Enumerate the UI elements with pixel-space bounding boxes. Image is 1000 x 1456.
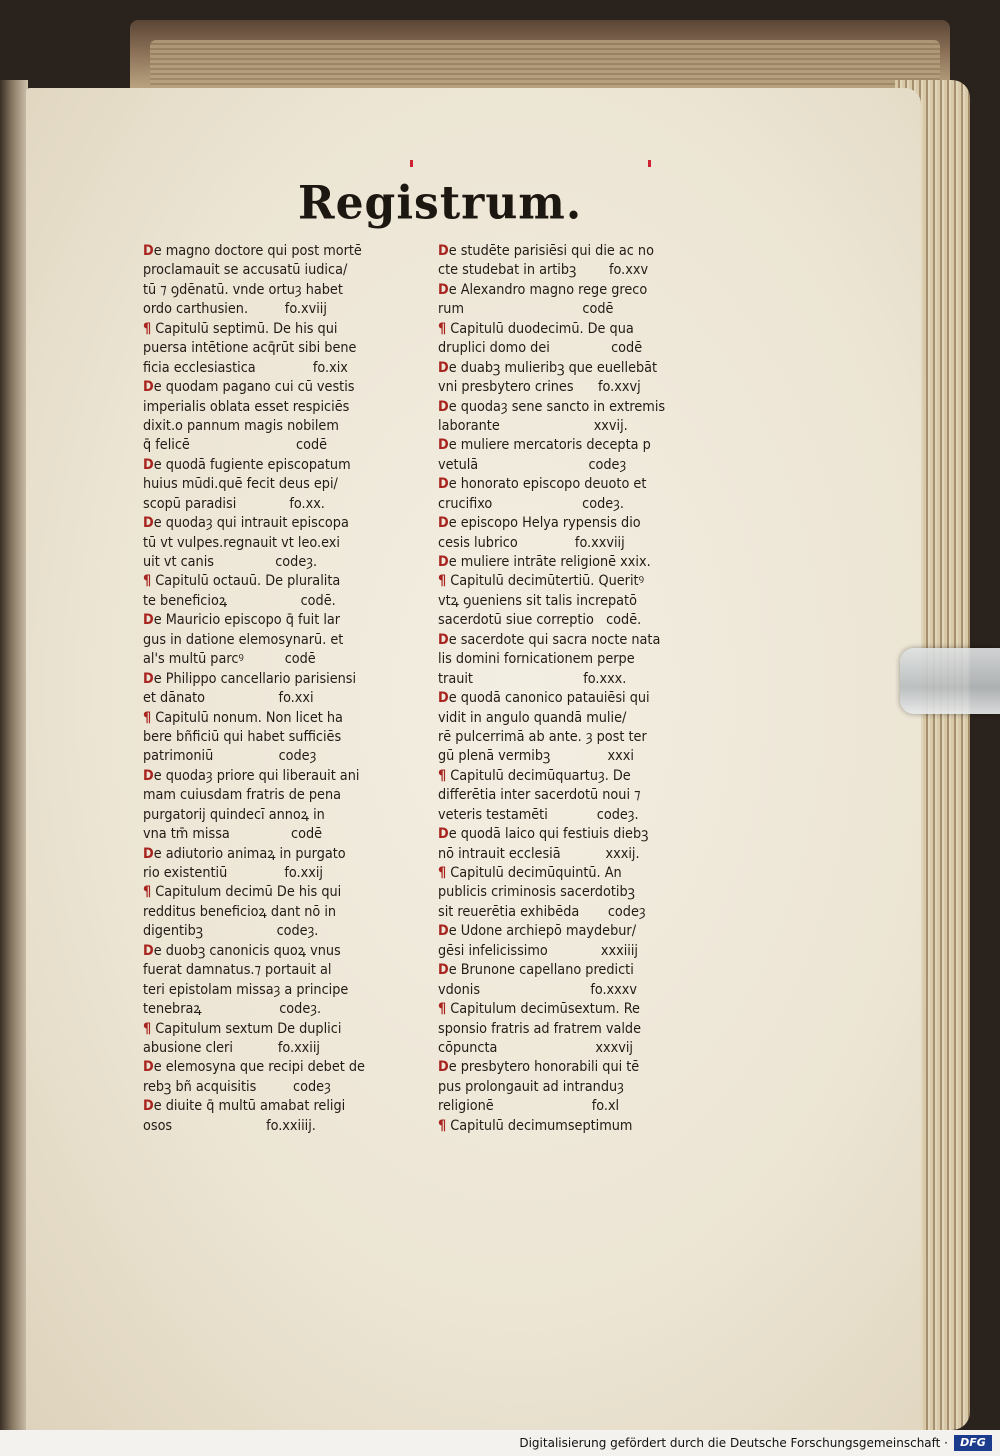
register-line: digentibꝫ codeȝ. <box>143 923 319 940</box>
register-line: et dānato fo.xxi <box>143 690 314 707</box>
register-line: De Udone archiepō maydebur/ <box>438 923 637 940</box>
register-line: De quodā laico qui festiuis diebꝫ <box>438 826 649 843</box>
register-line: sponsio fratris ad fratrem valde <box>438 1020 642 1037</box>
register-line: nō intrauit ecclesiā xxxij. <box>438 845 640 862</box>
register-line: De quodaȝ priore qui liberauit ani <box>143 767 360 784</box>
register-line: cōpuncta xxxvij <box>438 1039 634 1056</box>
register-line: ficia ecclesiastica fo.xix <box>143 359 348 376</box>
register-line: ¶ Capitulum sextum De duplici <box>143 1020 342 1037</box>
register-line: uit vt canis codeȝ. <box>143 554 318 570</box>
register-line: veteris testamēti codeȝ. <box>438 806 639 823</box>
register-line: vna tm̄ missa codē <box>143 826 323 843</box>
register-line: gēsi infelicissimo xxxiiij <box>438 942 638 959</box>
register-line: bere bñficiū qui habet sufficiēs <box>143 728 342 745</box>
register-line: De honorato episcopo deuoto et <box>438 476 647 493</box>
register-line: ¶ Capitulū decimumseptimum <box>438 1117 633 1134</box>
register-line: scopū paradisi fo.xx. <box>143 495 325 512</box>
register-line: vni presbytero crines fo.xxvj <box>438 379 641 396</box>
register-line: ¶ Capitulū septimū. De his qui <box>143 320 338 337</box>
register-line: De episcopo Helya rypensis dio <box>438 515 641 532</box>
register-line: De Brunone capellano predicti <box>438 962 634 979</box>
register-line: vtꝝ ꝯueniens sit talis increpatō <box>438 592 637 609</box>
register-line: patrimoniū codeȝ <box>143 748 317 765</box>
register-line: cte studebat in artibꝫ fo.xxv <box>438 262 649 279</box>
register-line: De quodam pagano cui cū vestis <box>143 379 355 396</box>
register-line: ¶ Capitulū octauū. De pluralita <box>143 573 341 590</box>
register-line: vetulā codeȝ <box>438 456 627 473</box>
register-line: ¶ Capitulum decimūsextum. Re <box>438 1001 640 1018</box>
register-line: ¶ Capitulū nonum. Non licet ha <box>143 709 343 726</box>
dfg-logo: DFG <box>954 1435 992 1451</box>
register-line: De studēte parisiēsi qui die ac no <box>438 243 654 259</box>
register-line: De magno doctore qui post mortē <box>143 243 362 259</box>
register-line: differētia inter sacerdotū noui ⁊ <box>438 787 641 804</box>
register-line: gū plenā vermibꝫ xxxi <box>438 748 634 765</box>
register-line: lis domini fornicationem perpe <box>438 651 635 668</box>
register-line: sit reuerētia exhibēda codeȝ <box>438 903 646 920</box>
register-line: al's multū parcꝰ codē <box>143 651 316 668</box>
register-line: tū ⁊ ꝯdēnatū. vnde ortuȝ habet <box>143 281 343 298</box>
register-line: religionē fo.xl <box>438 1098 620 1115</box>
register-line: crucifixo codeȝ. <box>438 495 624 512</box>
register-line: redditus beneficioꝝ dant nō in <box>143 903 337 920</box>
register-line: vidit in angulo quandā mulie/ <box>438 709 627 726</box>
register-line: De quodā canonico patauiēsi qui <box>438 690 650 707</box>
page-edges-top <box>150 40 940 90</box>
footer-bar <box>0 1430 1000 1456</box>
register-line: osos fo.xxiiij. <box>143 1117 316 1134</box>
register-line: laborante xxvij. <box>438 417 628 434</box>
register-line: ¶ Capitulū decimūquintū. An <box>438 865 622 881</box>
register-line: De quodaȝ sene sancto in extremis <box>438 398 666 415</box>
register-line: ¶ Capitulū decimūtertiū. Queritꝰ <box>438 573 645 590</box>
register-line: De Mauricio episcopo q̄ fuit lar <box>143 612 341 629</box>
register-line: De sacerdote qui sacra nocte nata <box>438 631 661 648</box>
register-line: gus in datione elemosynarū. et <box>143 631 344 648</box>
register-line: q̄ felicē codē <box>143 437 328 454</box>
register-line: ¶ Capitulū decimūquartuȝ. De <box>438 767 631 784</box>
register-line: rebꝫ bñ acquisitis codeȝ <box>143 1078 331 1095</box>
register-line: De presbytero honorabili qui tē <box>438 1059 640 1076</box>
register-line: imperialis oblata esset respiciēs <box>143 398 350 415</box>
register-line: fuerat damnatus.⁊ portauit al <box>143 962 332 979</box>
register-line: De Philippo cancellario parisiensi <box>143 670 357 687</box>
register-line: De elemosyna que recipi debet de <box>143 1059 365 1076</box>
register-line: ¶ Capitulum decimū De his qui <box>143 884 342 901</box>
page-title: Registrum. <box>298 176 583 231</box>
register-line: rio existentiū fo.xxij <box>143 865 324 881</box>
right-column <box>438 242 730 1136</box>
register-line: druplici domo dei codē <box>438 340 643 357</box>
register-line: De quodā fugiente episcopatum <box>143 456 351 473</box>
register-line: De adiutorio animaꝝ in purgato <box>143 845 346 862</box>
page-clip <box>900 648 1000 714</box>
left-binding <box>0 80 28 1430</box>
register-line: dixit.o pannum magis nobilem <box>143 417 339 434</box>
register-line: publicis criminosis sacerdotibꝫ <box>438 884 635 901</box>
register-line: mam cuiusdam fratris de pena <box>143 787 342 804</box>
left-column <box>143 242 435 1136</box>
register-line: vdonis fo.xxxv <box>438 981 637 998</box>
register-line: ¶ Capitulū duodecimū. De qua <box>438 320 634 337</box>
register-line: te beneficioꝝ codē. <box>143 592 336 609</box>
register-line: abusione cleri fo.xxiij <box>143 1039 321 1056</box>
register-line: teri epistolam missaȝ a principe <box>143 981 349 998</box>
register-line: De quodaȝ qui intrauit episcopa <box>143 515 349 532</box>
register-line: huius mūdi.quē fecit deus epi/ <box>143 476 338 493</box>
register-line: purgatorij quindecī annoꝝ in <box>143 806 325 823</box>
register-line: tenebraꝝ codeȝ. <box>143 1001 322 1018</box>
register-line: trauit fo.xxx. <box>438 670 627 687</box>
register-line: ordo carthusien. fo.xviij <box>143 301 327 318</box>
rubric-mark <box>410 160 413 167</box>
register-line: tū vt vulpes.regnauit vt leo.exi <box>143 534 340 551</box>
register-line: sacerdotū siue correptio codē. <box>438 612 642 629</box>
register-line: proclamauit se accusatū iudica/ <box>143 262 348 279</box>
register-line: cesis lubrico fo.xxviij <box>438 534 625 551</box>
register-line: rē pulcerrimā ab ante. ȝ post ter <box>438 728 647 745</box>
register-line: rum codē <box>438 301 614 318</box>
register-line: De Alexandro magno rege greco <box>438 281 648 298</box>
register-line: De duabꝫ mulieribꝫ que euellebāt <box>438 359 658 376</box>
register-line: pus prolongauit ad intranduȝ <box>438 1078 624 1095</box>
register-line: De duobꝫ canonicis quoꝝ vnus <box>143 942 341 959</box>
footer-credit: Digitalisierung gefördert durch die Deutsche Forschungsgemeinschaft · <box>519 1436 948 1450</box>
register-line: puersa intētione acq̄rūt sibi bene <box>143 340 357 357</box>
register-line: De muliere mercatoris decepta p <box>438 437 651 454</box>
register-line: De muliere intrāte religionē xxix. <box>438 554 651 570</box>
register-line: De diuite q̄ multū amabat religi <box>143 1098 346 1115</box>
rubric-mark <box>648 160 651 167</box>
